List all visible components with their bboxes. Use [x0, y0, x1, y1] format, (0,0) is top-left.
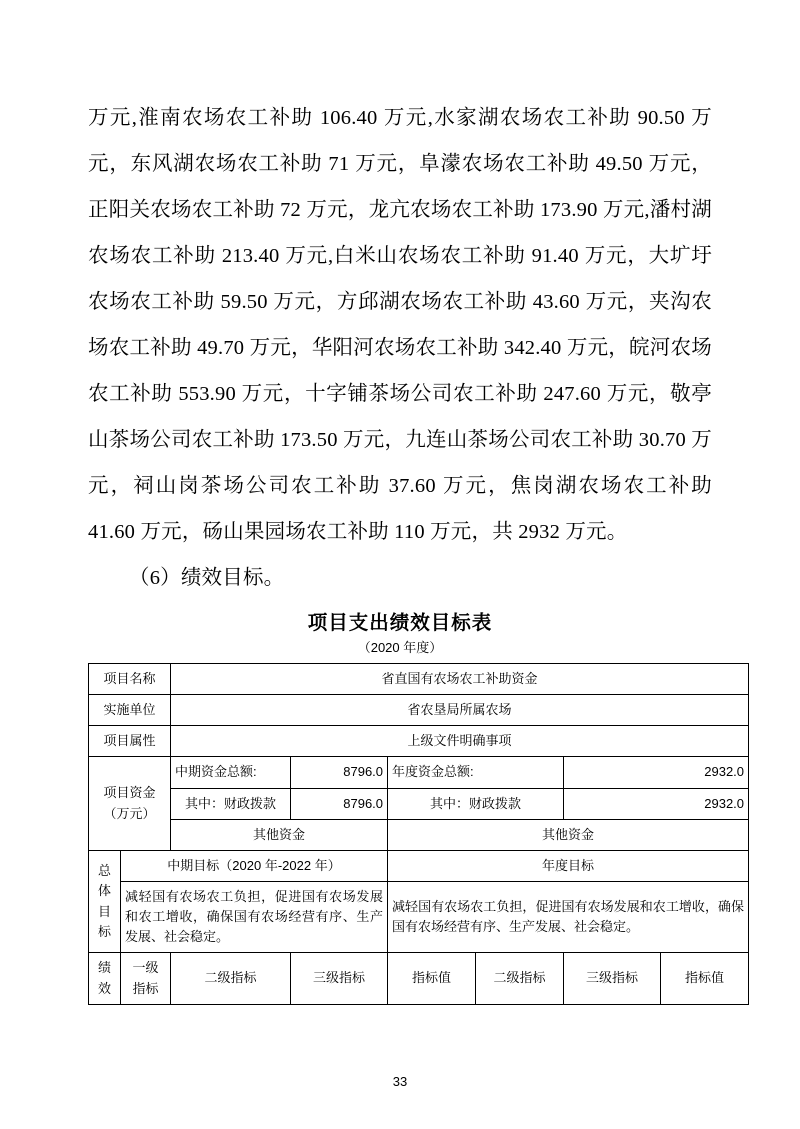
- year-level2-indicator-header: 二级指标: [476, 953, 564, 1004]
- table-subtitle: （2020 年度）: [357, 640, 443, 655]
- mid-other-funds-label: 其他资金: [171, 819, 388, 850]
- mid-fiscal-value: 8796.0: [291, 788, 388, 819]
- project-attribute-label: 项目属性: [89, 726, 171, 757]
- project-funds-label-line2: （万元）: [103, 805, 156, 821]
- project-attribute-value: 上级文件明确事项: [171, 726, 749, 757]
- project-funds-label-line1: 项目资金: [103, 785, 156, 801]
- mid-fiscal-label: 其中：财政拨款: [171, 788, 291, 819]
- year-total-value: 2932.0: [564, 757, 749, 788]
- mid-total-label: 中期资金总额:: [171, 757, 291, 788]
- year-indicator-value-header: 指标值: [661, 953, 749, 1004]
- mid-total-value: 8796.0: [291, 757, 388, 788]
- level1-indicator-label: 一级 指标: [121, 953, 171, 1004]
- year-goal-header: 年度目标: [388, 850, 749, 881]
- project-name-value: 省直国有农场农工补助资金: [171, 664, 749, 695]
- year-goal-text: 减轻国有农场农工负担，促进国有农场发展和农工增收，确保国有农场经营有序、生产发展、社会稳定。: [388, 881, 749, 952]
- table-row: [89, 788, 749, 819]
- body-paragraphs: [88, 95, 712, 601]
- table-row: [89, 726, 749, 757]
- page-number: 33: [392, 1074, 408, 1089]
- project-name-label: 项目名称: [89, 664, 171, 695]
- paragraph-funding-list: 万元,淮南农场农工补助 106.40 万元,水家湖农场农工补助 90.50 万元，东风湖农场农工补助 71 万元，阜濛农场农工补助 49.50 万元，正阳关农场农工补助 72 万元，龙亢农场农工补助 173.90 万元,潘村湖农场农工补助 213.40 万元,白米山农场农工补助 91.40 万元，大圹圩农场农工补助 59.50 万元，方邱湖农场农工补助 43.60 万元，夹沟农场农工补助 49.70 万元，华阳河农场农工补助 342.40 万元，皖河农场农工补助 553.90 万元，十字铺茶场公司农工补助 247.60 万元，敬亭山茶场公司农工补助 173.50 万元，九连山茶场公司农工补助 30.70 万元，祠山岗茶场公司农工补助 37.60 万元，焦岗湖农场农工补助 41.60 万元，砀山果园场农工补助 110 万元，共 2932 万元。: [88, 107, 712, 543]
- overall-goal-label: 总 体 目 标: [89, 850, 121, 953]
- table-row: [89, 881, 749, 952]
- implementing-unit-label: 实施单位: [89, 695, 171, 726]
- year-total-label: 年度资金总额:: [388, 757, 564, 788]
- year-other-funds-label: 其他资金: [388, 819, 749, 850]
- table-row: [89, 757, 749, 788]
- year-fiscal-label: 其中：财政拨款: [388, 788, 564, 819]
- table-row: [89, 850, 749, 881]
- mid-level3-indicator-header: 三级指标: [291, 953, 388, 1004]
- table-row: [89, 664, 749, 695]
- table-row: [89, 819, 749, 850]
- mid-goal-header: 中期目标（2020 年-2022 年）: [121, 850, 388, 881]
- implementing-unit-value: 省农垦局所属农场: [171, 695, 749, 726]
- performance-goal-table: [88, 663, 749, 1005]
- mid-level2-indicator-header: 二级指标: [171, 953, 291, 1004]
- section-heading-performance: （6）绩效目标。: [129, 567, 285, 589]
- mid-goal-text: 减轻国有农场农工负担，促进国有农场发展和农工增收，确保国有农场经营有序、生产发展、社会稳定。: [121, 881, 388, 952]
- year-fiscal-value: 2932.0: [564, 788, 749, 819]
- performance-label: 绩 效: [89, 953, 121, 1004]
- mid-indicator-value-header: 指标值: [388, 953, 476, 1004]
- year-level3-indicator-header: 三级指标: [564, 953, 661, 1004]
- table-row: [89, 695, 749, 726]
- project-funds-label: [89, 757, 171, 850]
- table-title: 项目支出绩效目标表: [307, 612, 493, 634]
- table-row: [89, 953, 749, 1004]
